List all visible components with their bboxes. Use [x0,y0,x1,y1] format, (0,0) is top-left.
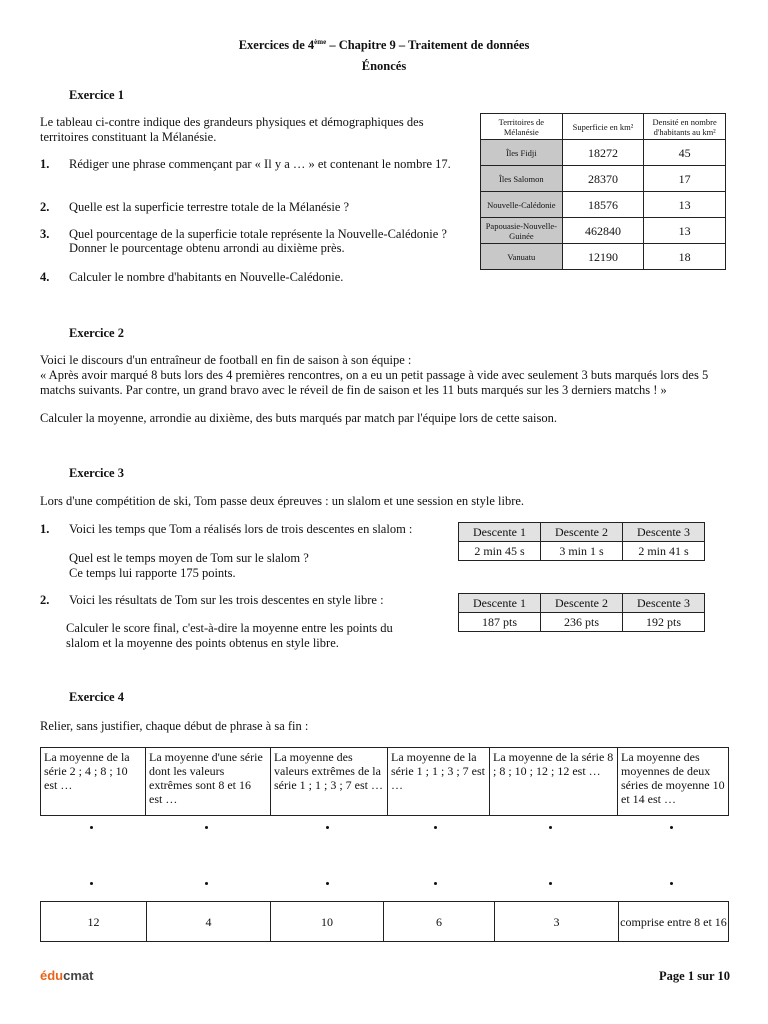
connector-dot[interactable] [434,882,437,885]
table-cell: 13 [644,218,726,244]
ex1-q1-number: 1. [40,157,50,171]
sentence-start: La moyenne de la série 8 ; 8 ; 10 ; 12 ; 12 est … [490,748,618,816]
sentence-starts-table [40,747,729,816]
ex1-q3: Quel pourcentage de la superficie totale représente la Nouvelle-Calédonie ? [69,227,447,241]
table-cell: Îles Salomon [481,166,563,192]
ex2-heading: Exercice 2 [69,326,124,340]
table-cell: 45 [644,140,726,166]
table-header: Descente 3 [623,594,705,613]
ex2-question: Calculer la moyenne, arrondie au dixième, des buts marqués par match par l'équipe lors de cette saison. [40,411,558,425]
table-header: Superficie en km² [562,114,644,140]
ex3-q1c: Ce temps lui rapporte 175 points. [69,566,236,580]
table-row [41,748,729,816]
sentence-end: 12 [41,902,147,942]
connector-dot[interactable] [434,826,437,829]
ex2-quote: « Après avoir marqué 8 buts lors des 4 premières rencontres, on a eu un petit passage à vide avec seulement 3 buts marqués lors des 5 matchs suivants. Par contre, un grand bravo avec le réveil de fin de saison et les 11 buts marqués sur les 3 derniers matchs ! » [40,368,709,397]
connector-dot[interactable] [670,882,673,885]
ex1-q4: Calculer le nombre d'habitants en Nouvelle-Calédonie. [69,270,344,284]
ex1-intro: Le tableau ci-contre indique des grandeurs physiques et démographiques des territoires constituant la Mélanésie. [40,115,424,144]
slalom-table [458,522,705,561]
page-subtitle: Énoncés [361,59,407,73]
table-row [41,902,729,942]
table-cell: 2 min 45 s [459,542,541,561]
sentence-ends-table [40,901,729,942]
connector-dot[interactable] [90,826,93,829]
melanesia-table [480,113,726,270]
table-cell: 28370 [562,166,644,192]
sentence-start: La moyenne des valeurs extrêmes de la série 1 ; 1 ; 3 ; 7 est … [271,748,388,816]
sentence-start: La moyenne d'une série dont les valeurs extrêmes sont 8 et 16 est … [146,748,271,816]
connector-dot[interactable] [549,826,552,829]
connector-dot[interactable] [326,882,329,885]
ex4-heading: Exercice 4 [69,690,124,704]
freestyle-table [458,593,705,632]
page-title: Exercices de 4ème – Chapitre 9 – Traitement de données [238,38,530,53]
sentence-end: 10 [271,902,384,942]
ex1-q3-number: 3. [40,227,50,241]
table-row [481,192,726,218]
table-header: Densité en nombre d'habitants au km² [644,114,726,140]
ex1-q2: Quelle est la superficie terrestre totale de la Mélanésie ? [69,200,350,214]
ex3-q1: Voici les temps que Tom a réalisés lors de trois descentes en slalom : [69,522,413,536]
sentence-start: La moyenne des moyennes de deux séries de moyenne 10 et 14 est … [618,748,729,816]
table-cell: Nouvelle-Calédonie [481,192,563,218]
connector-dot[interactable] [670,826,673,829]
table-cell: Îles Fidji [481,140,563,166]
table-row [481,140,726,166]
table-cell: 236 pts [541,613,623,632]
table-row [481,166,726,192]
ex1-q1: Rédiger une phrase commençant par « Il y a … » et contenant le nombre 17. [69,157,451,171]
table-cell: 13 [644,192,726,218]
table-header: Descente 1 [459,523,541,542]
ex3-heading: Exercice 3 [69,466,124,480]
connector-dot[interactable] [90,882,93,885]
ex1-q3-line2: Donner le pourcentage obtenu arrondi au dixième près. [69,241,345,255]
ex2-line1: Voici le discours d'un entraîneur de football en fin de saison à son équipe : [40,353,412,367]
ex3-q2-number: 2. [40,593,50,607]
ex1-q4-number: 4. [40,270,50,284]
ex4-intro: Relier, sans justifier, chaque début de phrase à sa fin : [40,719,309,733]
connector-dot[interactable] [205,882,208,885]
table-cell: Papouasie-Nouvelle-Guinée [481,218,563,244]
page-number: Page 1 sur 10 [659,969,730,983]
table-row [481,244,726,270]
table-cell: 17 [644,166,726,192]
ex3-q1-number: 1. [40,522,50,536]
table-cell: Vanuatu [481,244,563,270]
sentence-end: 3 [495,902,619,942]
table-header: Descente 2 [541,594,623,613]
table-header: Descente 3 [623,523,705,542]
connector-dot[interactable] [326,826,329,829]
table-row [459,542,705,561]
connector-dot[interactable] [549,882,552,885]
table-cell: 192 pts [623,613,705,632]
table-cell: 3 min 1 s [541,542,623,561]
table-cell: 18 [644,244,726,270]
ex3-q2: Voici les résultats de Tom sur les trois descentes en style libre : [69,593,384,607]
sentence-start: La moyenne de la série 1 ; 1 ; 3 ; 7 est … [388,748,490,816]
sentence-end: comprise entre 8 et 16 [619,902,729,942]
table-cell: 462840 [562,218,644,244]
educmat-logo: éducmat [40,968,94,983]
ex3-q2b: Calculer le score final, c'est-à-dire la moyenne entre les points du slalom et la moyenne des points obtenus en style libre. [66,621,393,650]
table-header: Descente 2 [541,523,623,542]
ex3-q1b: Quel est le temps moyen de Tom sur le slalom ? [69,551,309,565]
table-header: Descente 1 [459,594,541,613]
sentence-start: La moyenne de la série 2 ; 4 ; 8 ; 10 est … [41,748,146,816]
ex3-intro: Lors d'une compétition de ski, Tom passe deux épreuves : un slalom et une session en style libre. [40,494,525,508]
table-cell: 2 min 41 s [623,542,705,561]
sentence-end: 6 [384,902,495,942]
table-cell: 187 pts [459,613,541,632]
connector-dot[interactable] [205,826,208,829]
table-row [459,613,705,632]
table-header: Territoires de Mélanésie [481,114,563,140]
ex1-q2-number: 2. [40,200,50,214]
table-cell: 18272 [562,140,644,166]
sentence-end: 4 [147,902,271,942]
table-cell: 12190 [562,244,644,270]
table-row [481,218,726,244]
ex1-heading: Exercice 1 [69,88,124,102]
table-cell: 18576 [562,192,644,218]
